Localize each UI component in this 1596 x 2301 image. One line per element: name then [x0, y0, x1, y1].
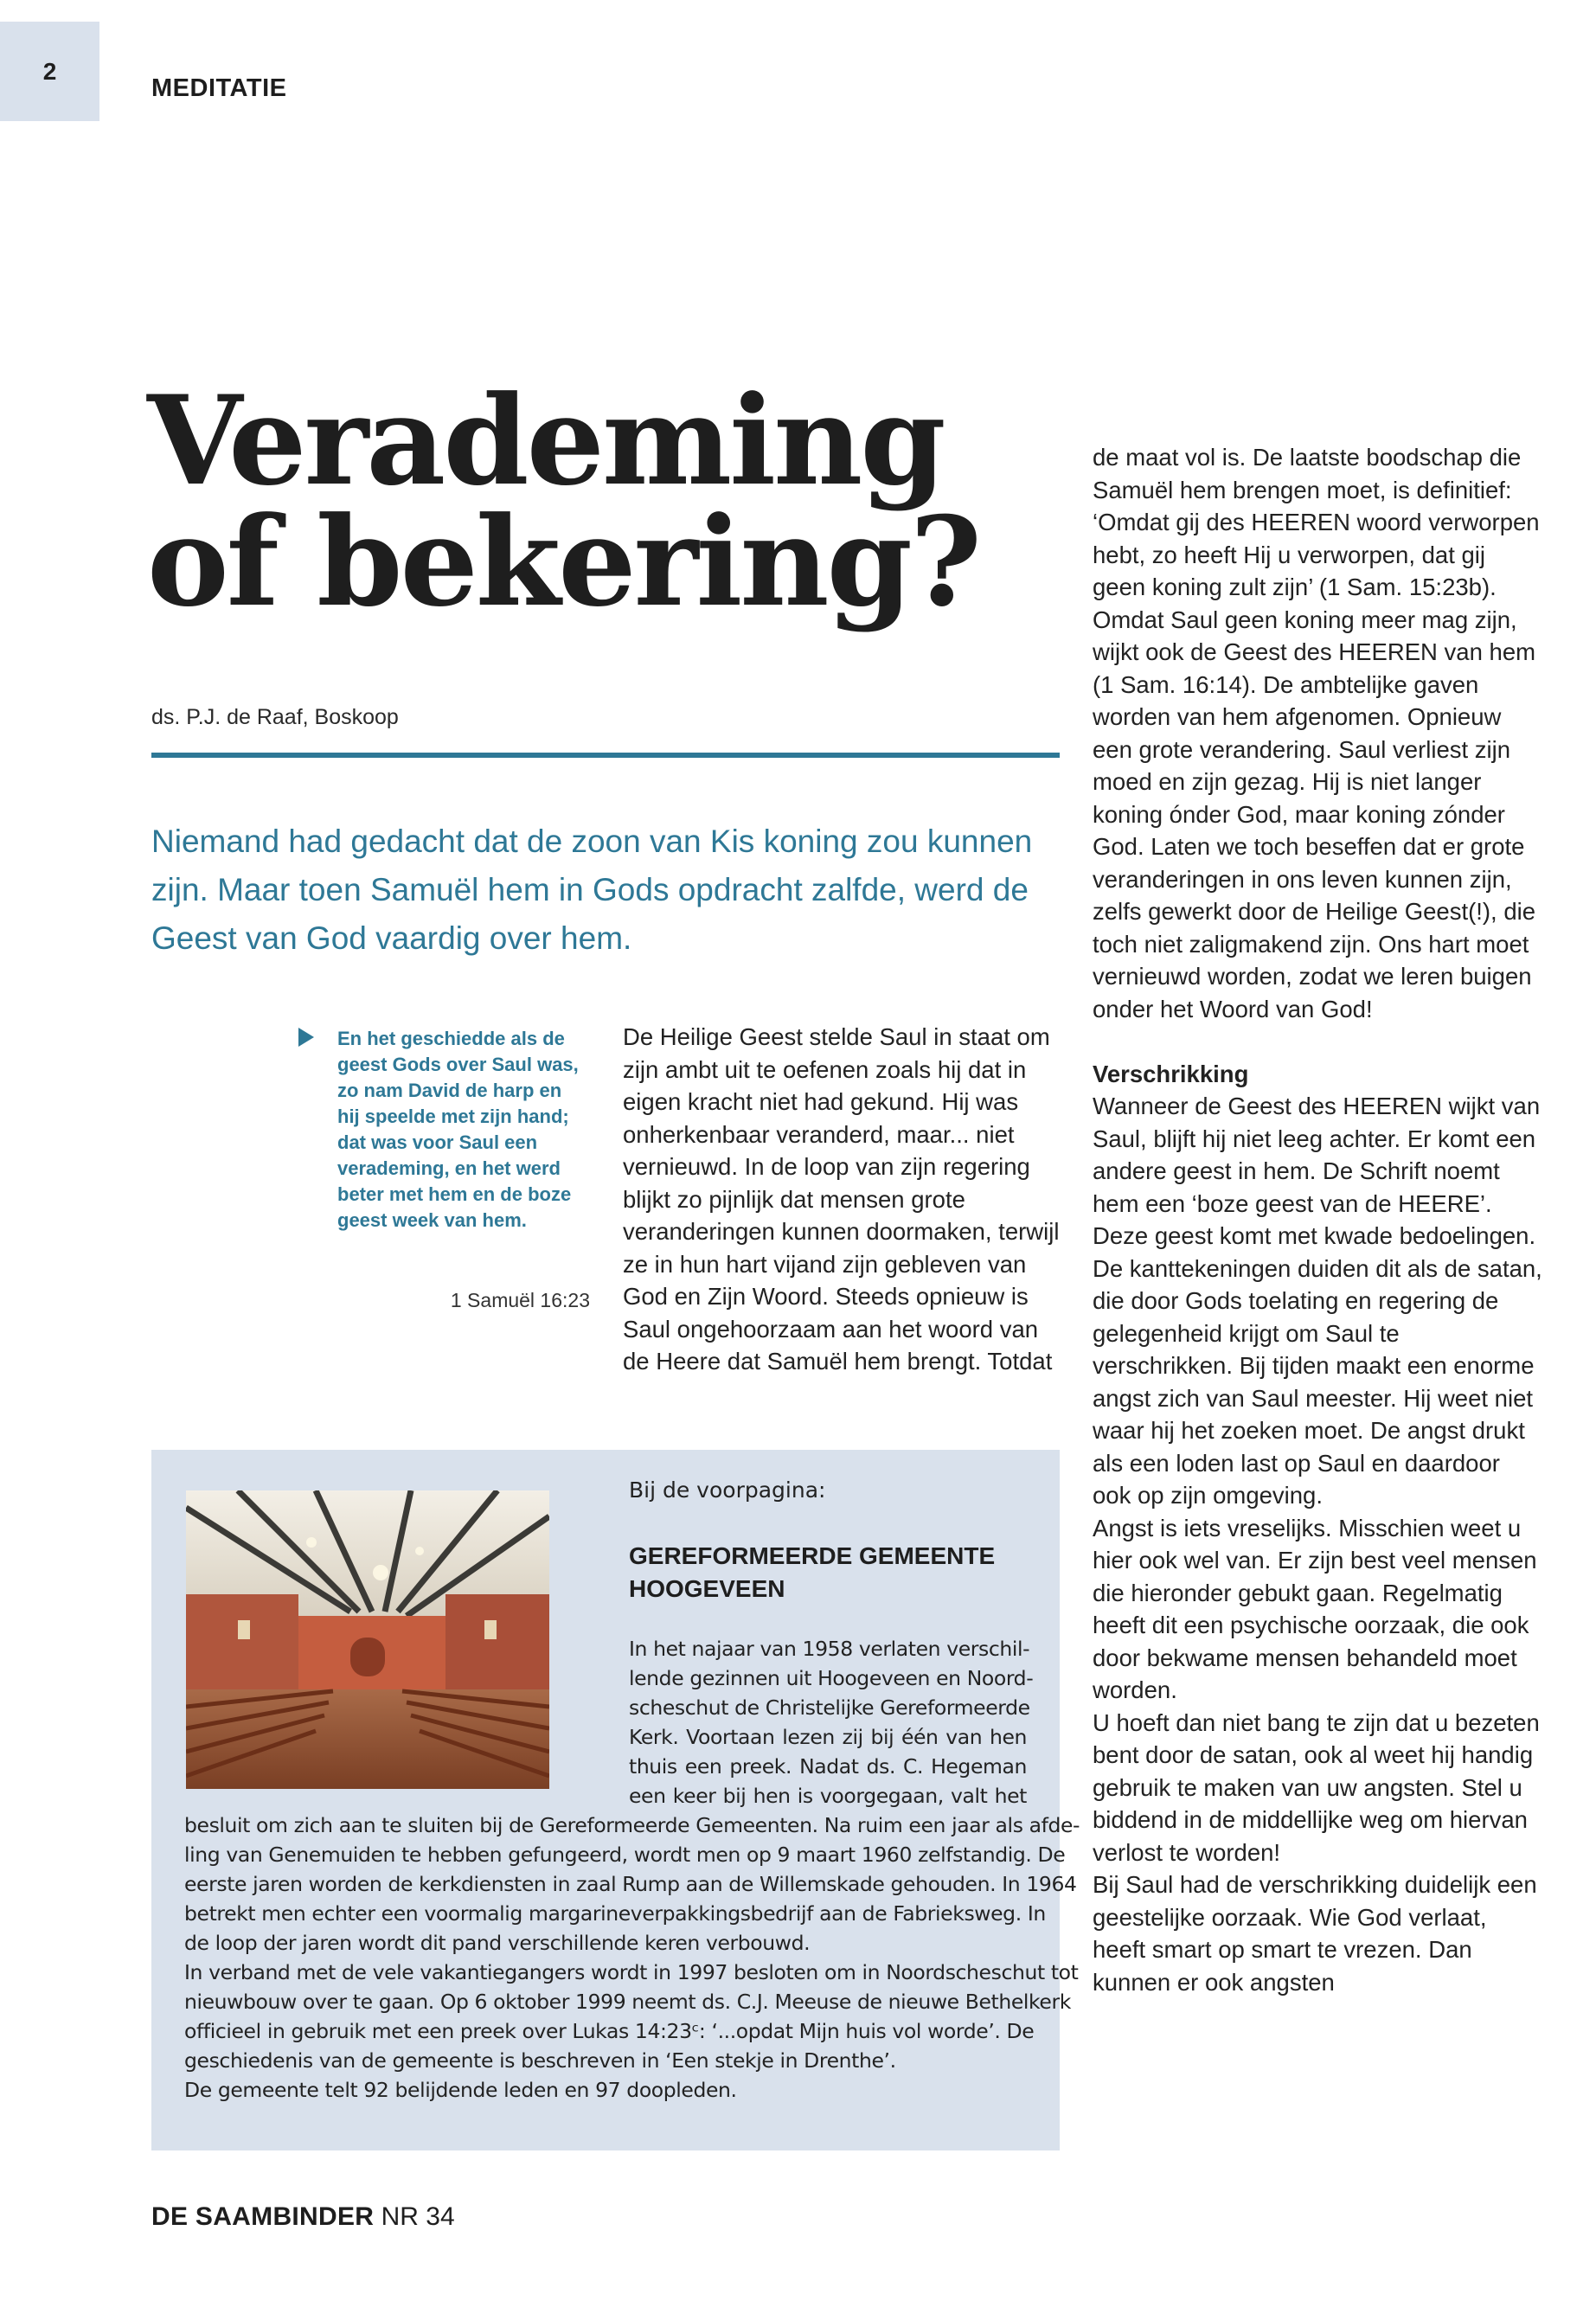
triangle-bullet-icon [298, 1028, 314, 1047]
text-line: Kerk. Voortaan lezen zij bij één van hen [629, 1725, 1027, 1749]
text-line: ling van Genemuiden te hebben gefungeerd, wordt men op 9 maart 1960 zelfstandig. De [184, 1843, 1066, 1867]
body-paragraph: Bij Saul had de verschrikking duidelijk een geestelijke oorzaak. Wie God verlaat, heeft smart op smart te vrezen. Dan kunnen er ook angsten [1093, 1871, 1537, 1996]
body-paragraph: U hoeft dan niet bang te zijn dat u bezeten bent door de satan, ook al weet hij handig gebruik te maken van uw angsten. Stel u biddend in de middellijke weg om hiervan verlost te worden! [1093, 1708, 1540, 1866]
text-line: lende gezinnen uit Hoogeveen en Noord- [629, 1666, 1034, 1690]
issue-number: NR 34 [381, 2202, 455, 2231]
intro-lead: Niemand had gedacht dat de zoon van Kis koning zou kunnen zijn. Maar toen Samuël hem in Gods opdracht zalfde, werd de Geest van God vaardig over hem. [151, 824, 1033, 956]
article-column-middle [623, 1021, 1066, 1378]
text-line: eerste jaren worden de kerkdiensten in zaal Rump aan de Willemskade gehouden. In 1964 [184, 1872, 1077, 1896]
text-line: een keer bij hen is voorgegaan, valt het [629, 1784, 1027, 1808]
body-paragraph: de maat vol is. De laatste boodschap die Samuël hem brengen moet, is definitief: ‘Omdat gij des HEEREN woord verworpen hebt, zo heeft Hij u verworpen, dat gij geen koning zult zijn’ (1 Sam. 15:23b). [1093, 444, 1540, 600]
text-line: In het najaar van 1958 verlaten verschil- [629, 1637, 1030, 1661]
text-line: thuis een preek. Nadat ds. C. Hegeman [629, 1754, 1027, 1779]
body-paragraph: De Heilige Geest stelde Saul in staat om zijn ambt uit te oefenen zoals hij dat in eigen kracht niet had gekund. Hij was onherkenbaar veranderd, maar... niet vernieuwd. In de loop van zijn regering blijkt zo pijnlijk dat mensen grote veranderingen kunnen doormaken, terwijl ze in hun hart vijand zijn gebleven van God en Zijn Woord. Steeds opnieuw is Saul ongehoorzaam aan het woord van de Heere dat Samuël hem brengt. Totdat [623, 1023, 1060, 1375]
magazine-name: DE SAAMBINDER [151, 2202, 375, 2231]
cover-heading: GEREFORMEERDE GEMEENTE HOOGEVEEN [629, 1542, 996, 1602]
title-line-1: Verademing [147, 369, 944, 513]
section-label: MEDITATIE [151, 74, 287, 102]
title-divider [151, 753, 1060, 758]
scripture-reference: 1 Samuël 16:23 [450, 1289, 590, 1311]
text-line: geschiedenis van de gemeente is beschreven in ‘Een stekje in Drenthe’. [184, 2048, 896, 2073]
byline: ds. P.J. de Raaf, Boskoop [151, 705, 399, 729]
article-column-right [1093, 441, 1542, 1998]
text-line: betrekt men echter een voormalig margarineverpakkingsbedrijf aan de Fabrieksweg. In [184, 1901, 1046, 1926]
title-line-2: of bekering? [147, 490, 980, 634]
church-interior-photo [186, 1490, 549, 1789]
cover-text-full-width [184, 1811, 1080, 2105]
article-title [147, 369, 1055, 634]
text-line: besluit om zich aan te sluiten bij de Gereformeerde Gemeenten. Na ruim een jaar als afde- [184, 1813, 1080, 1837]
text-line: officieel in gebruik met een preek over Lukas 14:23ᶜ: ‘...opdat Mijn huis vol worde’. De [184, 2019, 1035, 2043]
text-line: scheschut de Christelijke Gereformeerde [629, 1695, 1030, 1720]
text-line: In verband met de vele vakantiegangers wordt in 1997 besloten om in Noordscheschut tot [184, 1960, 1079, 1984]
cover-text-beside-photo [629, 1634, 1034, 1811]
body-paragraph: Angst is iets vreselijks. Misschien weet u hier ook wel van. Er zijn best veel mensen die hieronder gebukt gaan. Regelmatig heeft dit een psychische oorzaak, die ook door bekwame mensen behandeld moet worden. [1093, 1514, 1537, 1703]
page-number: 2 [42, 57, 57, 85]
text-line: de loop der jaren wordt dit pand verschillende keren verbouwd. [184, 1931, 811, 1955]
body-paragraph: Omdat Saul geen koning meer mag zijn, wijkt ook de Geest des HEEREN van hem (1 Sam. 16:14). De ambtelijke gaven worden van hem afgenomen. Opnieuw een grote verandering. Saul verliest zijn moed en zijn gezag. Hij is niet langer koning ónder God, maar koning zónder God. Laten we toch beseffen dat er grote veranderingen in ons leven kunnen zijn, zelfs gewerkt door de Heilige Geest(!), die toch niet zaligmakend zijn. Ons hart moet vernieuwd worden, zodat we leren buigen onder het Woord van God! [1093, 606, 1536, 1022]
text-line: nieuwbouw over te gaan. Op 6 oktober 1999 neemt ds. C.J. Meeuse de nieuwe Bethelkerk [184, 1990, 1071, 2014]
text-line: De gemeente telt 92 belijdende leden en 97 doopleden. [184, 2078, 737, 2102]
scripture-quote: En het geschiedde als de geest Gods over Saul was, zo nam David de harp en hij speelde met zijn hand; dat was voor Saul een verademing, en het werd beter met hem en de boze geest week van hem. [337, 1028, 579, 1231]
page-footer [151, 2202, 455, 2232]
subheading: Verschrikking [1093, 1060, 1249, 1087]
paragraph-spacer [1093, 1025, 1542, 1058]
body-paragraph: Wanneer de Geest des HEEREN wijkt van Saul, blijft hij niet leeg achter. Er komt een andere geest in hem. De Schrift noemt hem een ‘boze geest van de HEERE’. Deze geest komt met kwade bedoelingen. De kanttekeningen duiden dit als de satan, die door Gods toelating en regering de gelegenheid krijgt om Saul te verschrikken. Bij tijden maakt een enorme angst zich van Saul meester. Hij weet niet waar hij het zoeken moet. De angst drukt als een loden last op Saul en daardoor ook op zijn omgeving. [1093, 1093, 1542, 1509]
cover-label: Bij de voorpagina: [629, 1477, 826, 1503]
